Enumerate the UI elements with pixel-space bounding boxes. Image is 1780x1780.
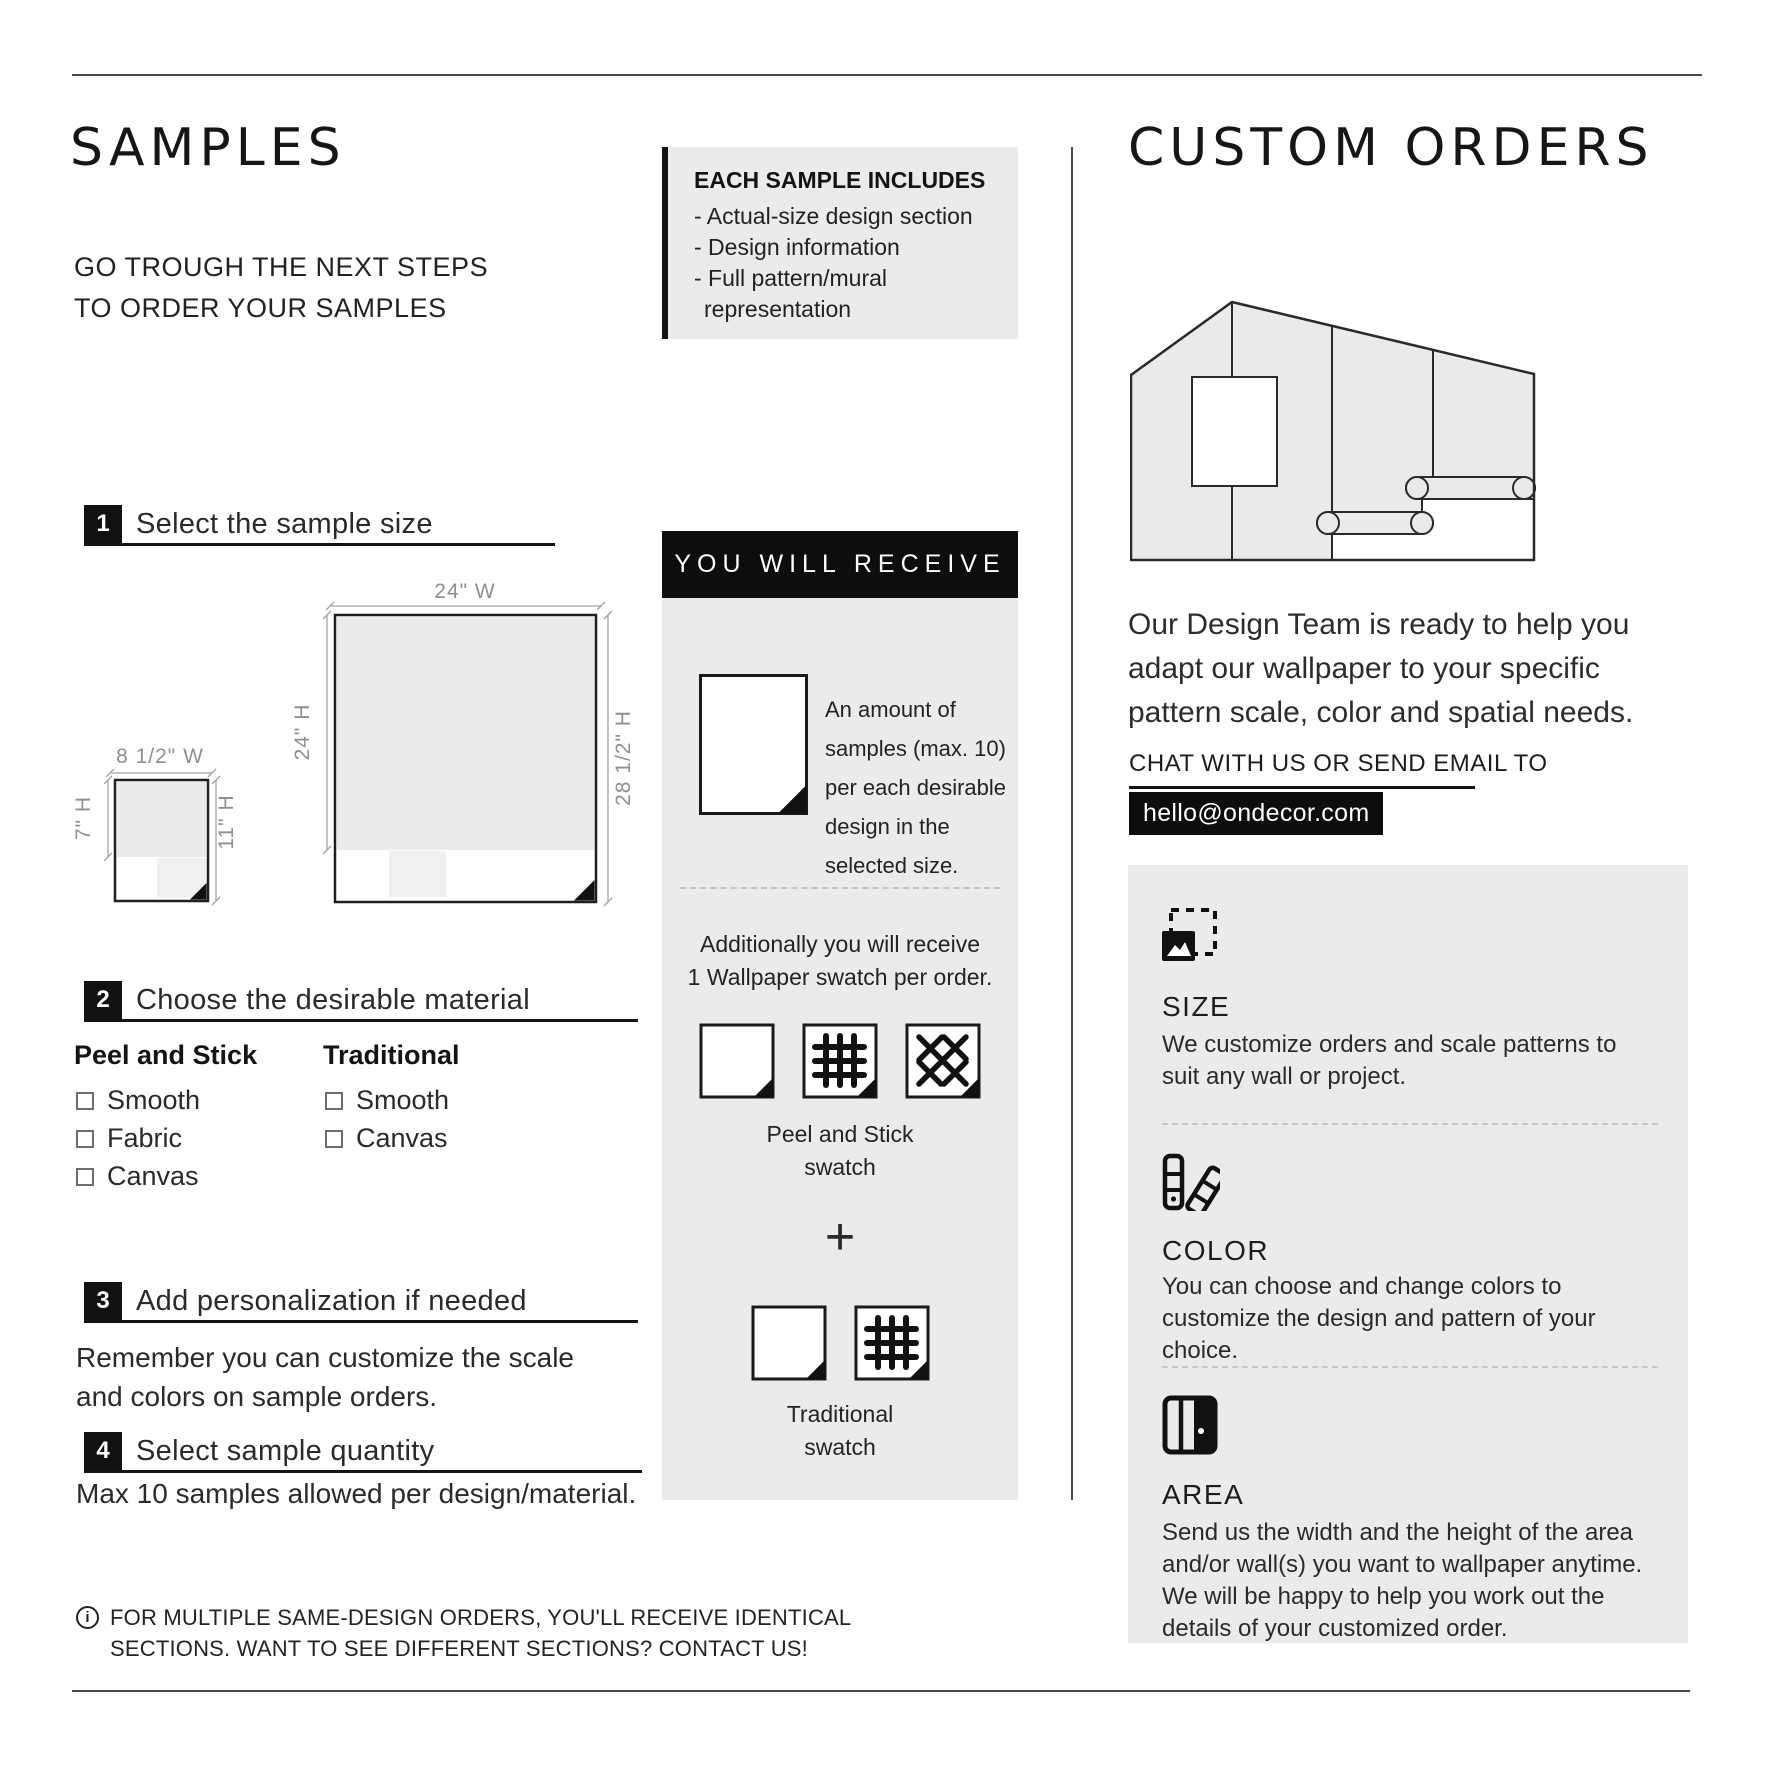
small-sample-design-area bbox=[117, 782, 206, 857]
blank-swatch-icon bbox=[699, 1023, 775, 1099]
step-1-title: Select the sample size bbox=[136, 508, 433, 540]
dashed-divider bbox=[1162, 1123, 1658, 1125]
custom-intro bbox=[1128, 603, 1633, 735]
each-sample-includes-box bbox=[662, 147, 1018, 339]
traditional-smooth-checkbox[interactable] bbox=[325, 1092, 343, 1110]
feature-area-name: AREA bbox=[1162, 1479, 1245, 1510]
peel-fabric-checkbox[interactable] bbox=[76, 1130, 94, 1148]
chat-label: CHAT WITH US OR SEND EMAIL TO bbox=[1129, 750, 1548, 777]
window bbox=[1192, 377, 1277, 486]
step-4-title: Select sample quantity bbox=[136, 1435, 435, 1467]
large-height-right-label: 28 1/2" H bbox=[612, 710, 635, 806]
step-1-underline bbox=[84, 543, 555, 546]
traditional-heading: Traditional bbox=[323, 1040, 460, 1070]
samples-title: SAMPLES bbox=[70, 118, 346, 178]
samples-subtitle bbox=[74, 247, 488, 329]
custom-features-box bbox=[1128, 865, 1688, 1643]
intro-line-3: pattern scale, color and spatial needs. bbox=[1128, 696, 1634, 729]
footnote-line-2: SECTIONS. WANT TO SEE DIFFERENT SECTIONS? CONTACT US! bbox=[110, 1636, 808, 1661]
material-option-label: Fabric bbox=[107, 1123, 183, 1153]
feature-color-text: You can choose and change colors to customize the design and pattern of your choice. bbox=[1162, 1273, 1596, 1364]
chat-underline bbox=[1129, 786, 1475, 789]
feature-area-text: Send us the width and the height of the area and/or wall(s) you want to wallpaper anytime. We will be happy to help you work out the details of your customized order. bbox=[1162, 1519, 1643, 1642]
peel-and-stick-swatch-row bbox=[662, 1023, 1018, 1099]
peel-caption-line-2: swatch bbox=[804, 1154, 876, 1180]
traditional-caption-line-1: Traditional bbox=[786, 1401, 894, 1427]
peel-smooth-checkbox[interactable] bbox=[76, 1092, 94, 1110]
large-sample-design-area bbox=[337, 617, 594, 850]
material-option-row bbox=[76, 1161, 199, 1192]
additional-line-2: 1 Wallpaper swatch per order. bbox=[687, 964, 993, 990]
column-divider bbox=[1071, 147, 1073, 1500]
includes-item: - Full pattern/mural bbox=[694, 265, 888, 291]
intro-line-1: Our Design Team is ready to help you bbox=[1128, 608, 1630, 641]
receive-samples-text: An amount of samples (max. 10) per each desirable design in the selected size. bbox=[825, 697, 1007, 878]
traditional-caption-line-2: swatch bbox=[804, 1434, 876, 1460]
sample-page-icon bbox=[699, 674, 808, 815]
material-option-row bbox=[325, 1123, 448, 1154]
step-4-underline bbox=[84, 1470, 642, 1473]
step-3-text bbox=[76, 1338, 574, 1416]
color-swatches-icon bbox=[1162, 1153, 1220, 1211]
step-3-badge: 3 bbox=[84, 1282, 122, 1320]
feature-size-text: We customize orders and scale patterns to suit any wall or project. bbox=[1162, 1031, 1617, 1090]
large-height-left-label: 24" H bbox=[291, 703, 314, 761]
you-will-receive-panel bbox=[662, 598, 1018, 1500]
material-option-label: Smooth bbox=[107, 1085, 201, 1115]
large-width-label: 24" W bbox=[434, 580, 496, 603]
plus-icon: + bbox=[824, 1208, 856, 1266]
step-3-underline bbox=[84, 1320, 638, 1323]
footnote bbox=[110, 1602, 851, 1664]
traditional-swatch-row bbox=[662, 1305, 1018, 1381]
peel-canvas-checkbox[interactable] bbox=[76, 1168, 94, 1186]
peel-swatch-caption bbox=[662, 1118, 1018, 1184]
includes-item: - Design information bbox=[694, 234, 900, 260]
peel-caption-line-1: Peel and Stick bbox=[766, 1121, 914, 1147]
subtitle-line-1: GO TROUGH THE NEXT STEPS bbox=[74, 252, 489, 282]
dashed-divider bbox=[1162, 1366, 1658, 1368]
grid-swatch-icon bbox=[854, 1305, 930, 1381]
small-height-left-label: 7" H bbox=[72, 795, 95, 841]
step-3-text-line-2: and colors on sample orders. bbox=[76, 1381, 438, 1412]
traditional-swatch-caption bbox=[662, 1398, 1018, 1464]
you-will-receive-header: YOU WILL RECEIVE bbox=[662, 531, 1018, 598]
step-4-note: Max 10 samples allowed per design/material. bbox=[76, 1478, 637, 1509]
intro-line-2: adapt our wallpaper to your specific bbox=[1128, 652, 1600, 685]
footnote-line-1: FOR MULTIPLE SAME-DESIGN ORDERS, YOU'LL RECEIVE IDENTICAL bbox=[110, 1605, 852, 1630]
info-icon: i bbox=[76, 1606, 99, 1629]
step-3-text-line-1: Remember you can customize the scale bbox=[76, 1342, 574, 1373]
step-2-underline bbox=[84, 1019, 638, 1022]
blank-swatch-icon bbox=[751, 1305, 827, 1381]
wall-area-icon bbox=[1162, 1395, 1220, 1455]
grid-swatch-icon bbox=[802, 1023, 878, 1099]
large-sample-inner-square bbox=[389, 851, 446, 897]
custom-orders-title: CUSTOM ORDERS bbox=[1128, 118, 1654, 178]
feature-color-name: COLOR bbox=[1162, 1235, 1270, 1266]
subtitle-line-2: TO ORDER YOUR SAMPLES bbox=[74, 293, 447, 323]
step-2-badge: 2 bbox=[84, 981, 122, 1019]
house-wallpaper-illustration bbox=[1130, 300, 1536, 562]
small-height-right-label: 11" H bbox=[215, 794, 238, 850]
material-option-label: Canvas bbox=[356, 1123, 448, 1153]
includes-item: representation bbox=[704, 296, 852, 322]
bottom-rule bbox=[72, 1690, 1690, 1692]
material-option-row bbox=[76, 1085, 200, 1116]
step-4-badge: 4 bbox=[84, 1432, 122, 1470]
feature-size-name: SIZE bbox=[1162, 991, 1231, 1022]
email-address[interactable]: hello@ondecor.com bbox=[1129, 792, 1383, 835]
material-option-label: Smooth bbox=[356, 1085, 450, 1115]
additional-line-1: Additionally you will receive bbox=[700, 931, 980, 957]
includes-title: EACH SAMPLE INCLUDES bbox=[694, 167, 986, 193]
dashed-divider bbox=[680, 887, 1000, 889]
additional-text bbox=[662, 928, 1018, 994]
size-crop-icon bbox=[1162, 907, 1218, 963]
crosshatch-swatch-icon bbox=[905, 1023, 981, 1099]
includes-item: - Actual-size design section bbox=[694, 203, 973, 229]
small-width-label: 8 1/2" W bbox=[116, 745, 204, 768]
step-1-badge: 1 bbox=[84, 505, 122, 543]
step-3-title: Add personalization if needed bbox=[136, 1285, 527, 1317]
material-option-row bbox=[76, 1123, 182, 1154]
step-2-title: Choose the desirable material bbox=[136, 984, 530, 1016]
material-option-label: Canvas bbox=[107, 1161, 199, 1191]
wallpaper-roll-icon bbox=[1406, 477, 1535, 499]
peel-and-stick-heading: Peel and Stick bbox=[74, 1040, 258, 1070]
top-rule bbox=[72, 74, 1702, 76]
traditional-canvas-checkbox[interactable] bbox=[325, 1130, 343, 1148]
sample-size-diagram bbox=[60, 580, 680, 910]
material-option-row bbox=[325, 1085, 449, 1116]
wallpaper-roll-icon bbox=[1317, 512, 1433, 534]
